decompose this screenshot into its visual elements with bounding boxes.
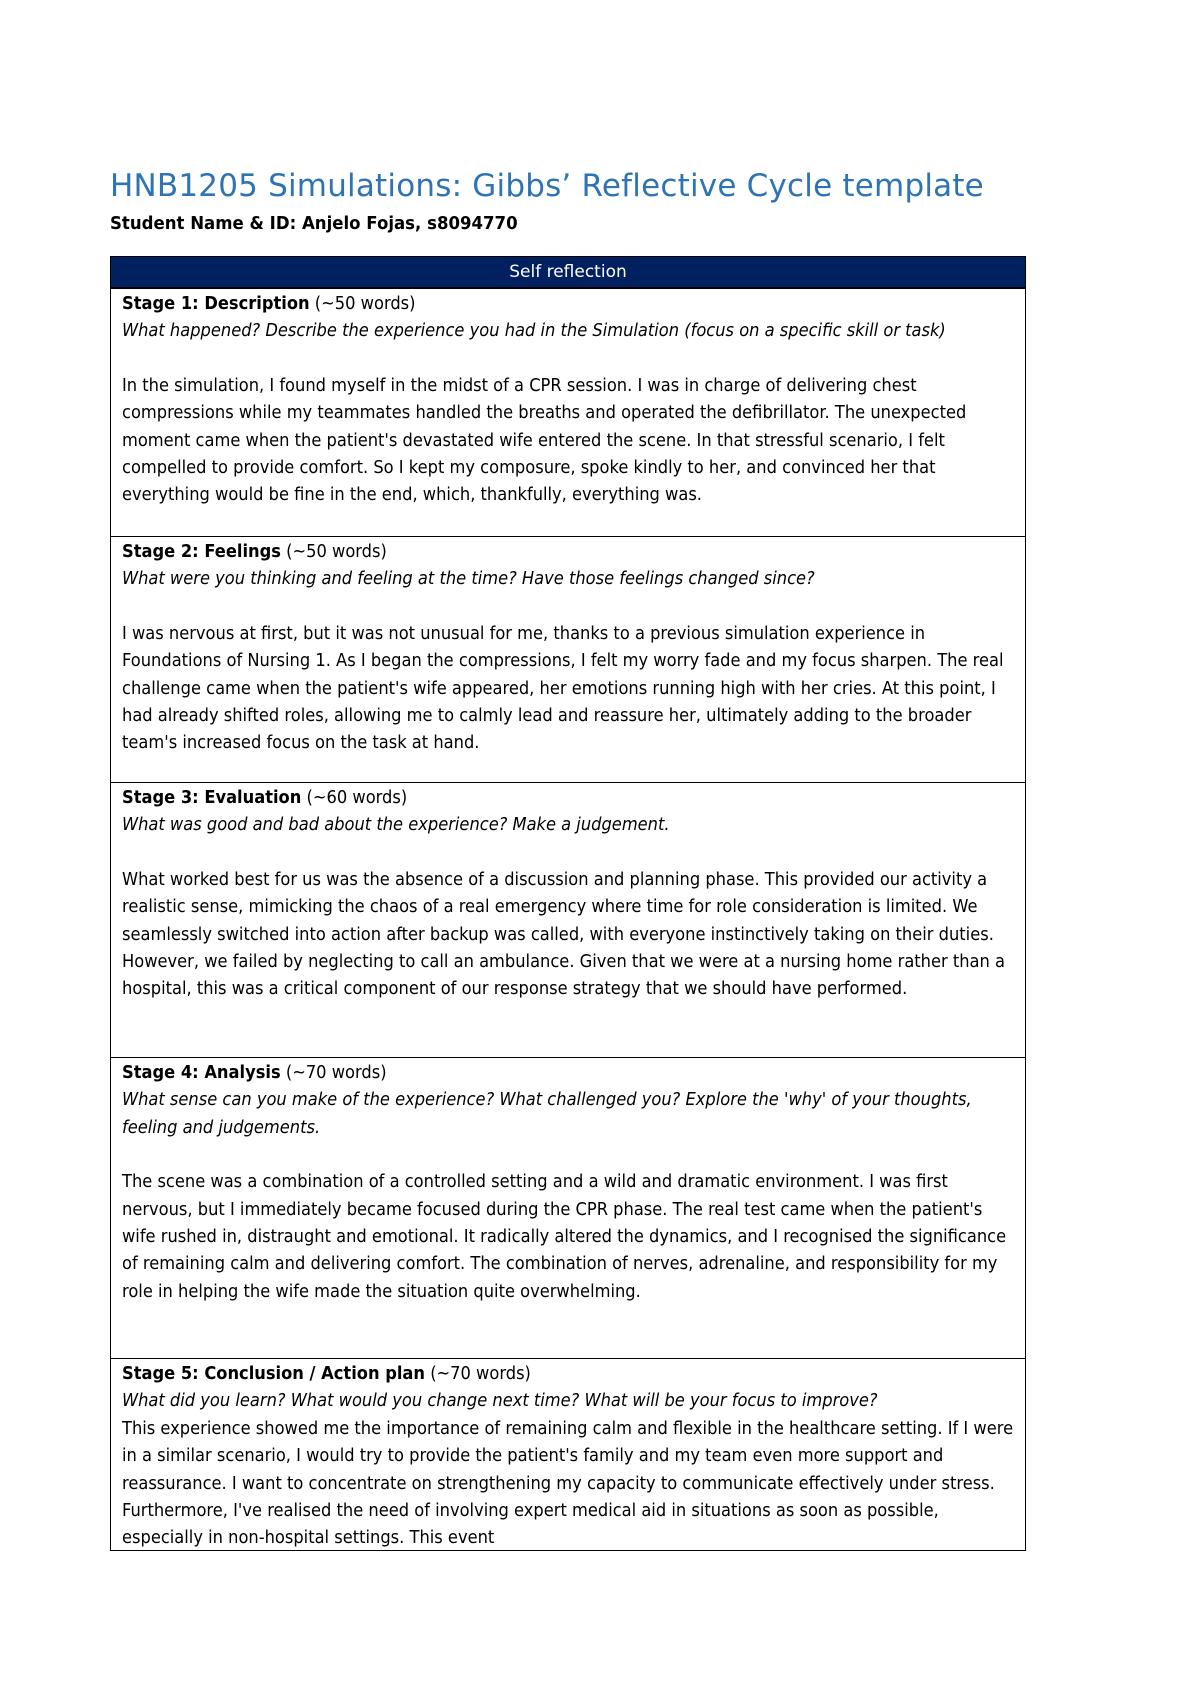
stage-heading: Stage 1: Description: [122, 294, 310, 314]
stage-title: [122, 291, 1015, 318]
stage-4-analysis: [111, 1057, 1025, 1358]
stage-5-conclusion: [111, 1358, 1025, 1550]
word-count: (~70 words): [285, 1063, 387, 1083]
word-count: (~50 words): [314, 294, 416, 314]
stage-response: I was nervous at first, but it was not unusual for me, thanks to a previous simulation experience in Foundations of Nursing 1. As I began the compressions, I felt my worry fade and my focus sharpen. The real challenge came when the patient's wife appeared, her emotions running high with her cries. At this point, I had already shifted roles, allowing me to calmly lead and reassure her, ultimately adding to the broader team's increased focus on the task at hand.: [122, 623, 1004, 754]
stage-heading: Stage 3: Evaluation: [122, 788, 302, 808]
stage-heading: Stage 4: Analysis: [122, 1063, 281, 1083]
stage-response: In the simulation, I found myself in the midst of a CPR session. I was in charge of delivering chest compressions while my teammates handled the breaths and operated the defibrillator. The unexpected moment came when the patient's devastated wife entered the scene. In that stressful scenario, I felt compelled to provide comfort. So I kept my composure, spoke kindly to her, and convinced her that everything would be fine in the end, which, thankfully, everything was.: [122, 375, 967, 506]
stage-1-description: [111, 288, 1025, 536]
stage-2-feelings: [111, 536, 1025, 782]
stage-response: The scene was a combination of a controlled setting and a wild and dramatic environment. I was first nervous, but I immediately became focused during the CPR phase. The real test came when the patient's wife rushed in, distraught and emotional. It radically altered the dynamics, and I recognised the significance of remaining calm and delivering comfort. The combination of nerves, adrenaline, and responsibility for my role in helping the wife made the situation quite overwhelming.: [122, 1172, 1007, 1302]
stage-prompt: What was good and bad about the experience? Make a judgement.: [122, 815, 670, 836]
word-count: (~50 words): [286, 542, 387, 562]
reflection-table: [110, 256, 1026, 1551]
stage-prompt: What happened? Describe the experience you had in the Simulation (focus on a specific skill or task): [122, 321, 946, 342]
stage-title: [122, 1361, 1015, 1388]
stage-prompt: What sense can you make of the experience? What challenged you? Explore the 'why' of your thoughts, feeling and judgements.: [122, 1090, 972, 1138]
stage-title: [122, 785, 1015, 812]
word-count: (~70 words): [430, 1364, 531, 1384]
table-header: Self reflection: [111, 257, 1025, 288]
stage-title: [122, 1060, 1015, 1087]
stage-heading: Stage 5: Conclusion / Action plan: [122, 1364, 426, 1384]
stage-prompt: What did you learn? What would you change next time? What will be your focus to improve?: [122, 1391, 878, 1412]
word-count: (~60 words): [306, 788, 408, 808]
stage-heading: Stage 2: Feelings: [122, 542, 281, 562]
stage-title: [122, 539, 1015, 566]
document-title: HNB1205 Simulations: Gibbs’ Reflective Cycle template: [110, 168, 984, 204]
stage-prompt: What were you thinking and feeling at the time? Have those feelings changed since?: [122, 569, 815, 590]
stage-response: This experience showed me the importance of remaining calm and flexible in the healthcare setting. If I were in a similar scenario, I would try to provide the patient's family and my team even more support and reassurance. I want to concentrate on strengthening my capacity to communicate effectively under stress. Furthermore, I've realised the need of involving expert medical aid in situations as soon as possible, especially in non-hospital settings. This event: [122, 1418, 1014, 1549]
student-name-id: Student Name & ID: Anjelo Fojas, s8094770: [110, 213, 518, 234]
stage-response: What worked best for us was the absence of a discussion and planning phase. This provided our activity a realistic sense, mimicking the chaos of a real emergency where time for role consideration is limited. We seamlessly switched into action after backup was called, with everyone instinctively taking on their duties. However, we failed by neglecting to call an ambulance. Given that we were at a nursing home rather than a hospital, this was a critical component of our response strategy that we should have performed.: [122, 869, 1005, 1000]
stage-3-evaluation: [111, 782, 1025, 1057]
